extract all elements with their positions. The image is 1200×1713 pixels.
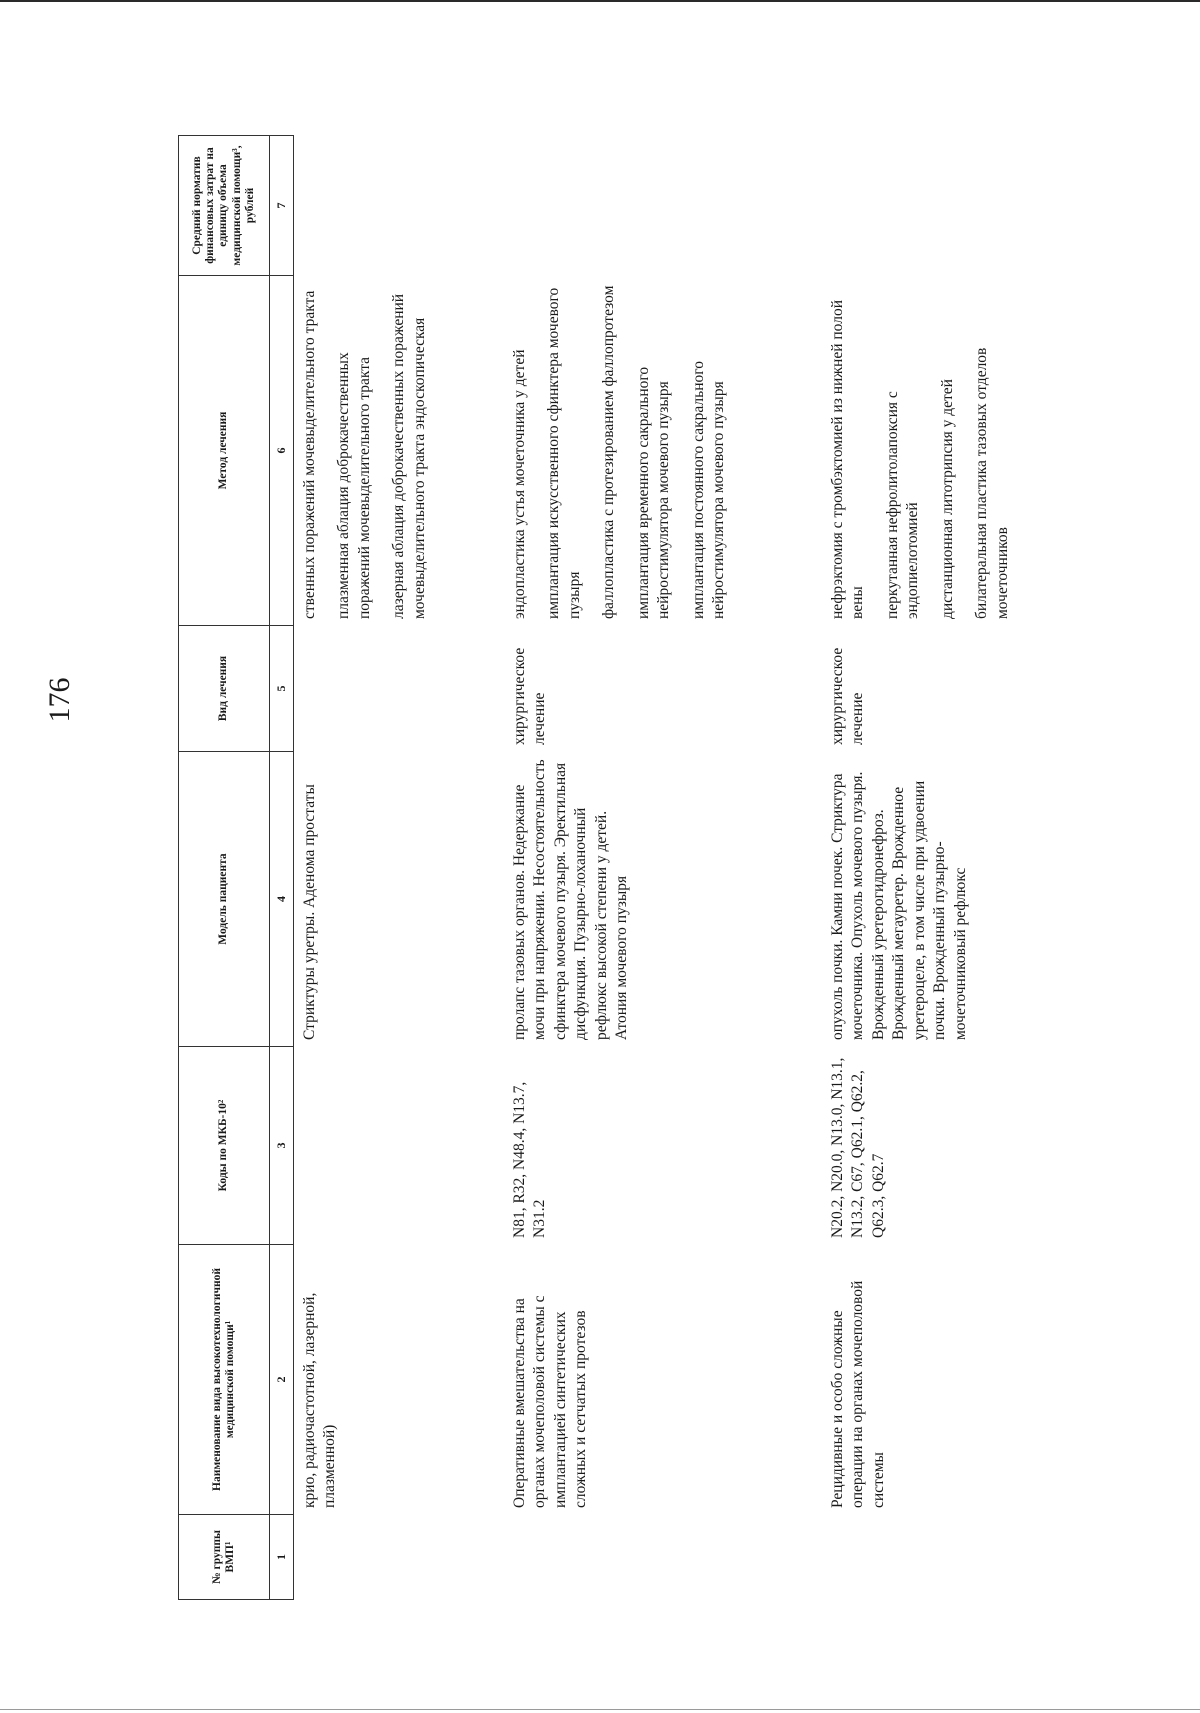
cell-patient-model: опухоль почки. Камни почек. Стриктура мочеточника. Опухоль мочевого пузыря. Врожденный уретерогидронефроз. Врожденный мегауретер. Врожденное уретероцеле, в том числе при удвоении почки. Врожденный пузырно-мочеточниковый рефлюкс: [829, 771, 969, 1040]
treatment-method: плазменная аблация доброкачественных поражений мочевыделительного тракта: [335, 352, 373, 619]
cell-vmp-name: крио, радиочастотной, лазерной, плазменной): [301, 1292, 339, 1508]
cell-treatment-type: хирургическое лечение: [829, 647, 867, 745]
treatment-method: перкутанная нефролитолапоксия с эндопиелотомией: [883, 391, 922, 619]
cell-vmp-name: Рецидивные и особо сложные операции на органах мочеполовой системы: [829, 1280, 887, 1508]
cell-treatment-methods: [504, 275, 822, 625]
cell-treatment-methods: [294, 275, 504, 625]
cell-treatment-type: хирургическое лечение: [511, 647, 549, 745]
treatment-method: дистанционная литотрипсия у детей: [938, 379, 956, 619]
cell-patient-model: Стриктуры уретры. Аденома простаты: [301, 784, 318, 1040]
cell-vmp-name: Оперативные вмешательства на органах мочеполовой системы с имплантацией синтетических сложных и сетчатых протезов: [511, 1295, 590, 1508]
column-number: 2: [270, 1244, 294, 1514]
vmp-table: [178, 135, 1200, 1600]
header-icd-codes: Коды по МКБ-10²: [178, 1046, 270, 1244]
header-treatment-type: Вид лечения: [178, 625, 270, 751]
cell-cost: [294, 135, 504, 275]
cell-icd-codes: [294, 1046, 504, 1244]
column-number: 1: [270, 1514, 294, 1600]
cell-cost: [822, 135, 1200, 275]
treatment-method: эндопластика устья мочеточника у детей: [511, 349, 528, 619]
treatment-method: лазерная аблация доброкачественных поражений мочевыделительного тракта эндоскопическая: [390, 293, 428, 619]
treatment-method: билатеральная пластика тазовых отделов мочеточников: [973, 347, 1011, 619]
rotated-table-area: [178, 0, 1200, 1600]
cell-patient-model: пролапс тазовых органов. Недержание мочи при напряжении. Несостоятельность сфинктера мочевого пузыря. Эректильная дисфункция. Пузырно-лоханочный рефлюкс высокой степени у детей. Атония мочевого пузыря: [511, 759, 631, 1040]
cell-group: [294, 1514, 504, 1600]
cell-group: [504, 1514, 822, 1600]
treatment-method: имплантация временного сакрального нейростимулятора мочевого пузыря: [634, 366, 673, 619]
header-group-number: № группы ВМП¹: [178, 1514, 270, 1600]
column-number: 3: [270, 1046, 294, 1244]
header-cost-standard: Средний норматив финансовых затрат на единицу объема медицинской помощи³, рублей: [178, 135, 270, 275]
cell-group: [822, 1514, 1200, 1600]
column-number: 7: [270, 135, 294, 275]
column-number: 6: [270, 275, 294, 625]
cell-icd-codes: N20.2, N20.0, N13.0, N13.1, N13.2, C67, Q62.1, Q62.2, Q62.3, Q62.7: [829, 1057, 887, 1238]
column-number: 5: [270, 625, 294, 751]
header-patient-model: Модель пациента: [178, 751, 270, 1046]
cell-cost: [504, 135, 822, 275]
cell-icd-codes: N81, R32, N48.4, N13.7, N31.2: [511, 1081, 549, 1238]
column-number: 4: [270, 751, 294, 1046]
treatment-method: нефрэктомия с тромбэктомией из нижней полой вены: [829, 300, 867, 619]
treatment-method: ственных поражений мочевыделительного тракта: [301, 290, 318, 619]
cell-treatment-methods: [822, 275, 1200, 625]
treatment-method: имплантация постоянного сакрального нейростимулятора мочевого пузыря: [689, 361, 728, 619]
header-treatment-method: Метод лечения: [178, 275, 270, 625]
header-vmp-name: Наименование вида высокотехнологичной медицинской помощи¹: [178, 1244, 270, 1514]
page-number: 176: [43, 677, 76, 723]
scan-edge-bottom: [0, 1709, 1200, 1710]
cell-treatment-type: [294, 625, 504, 751]
treatment-method: фаллопластика с протезированием фаллопротезом: [600, 285, 618, 619]
treatment-method: имплантация искусственного сфинктера мочевого пузыря: [545, 287, 583, 619]
